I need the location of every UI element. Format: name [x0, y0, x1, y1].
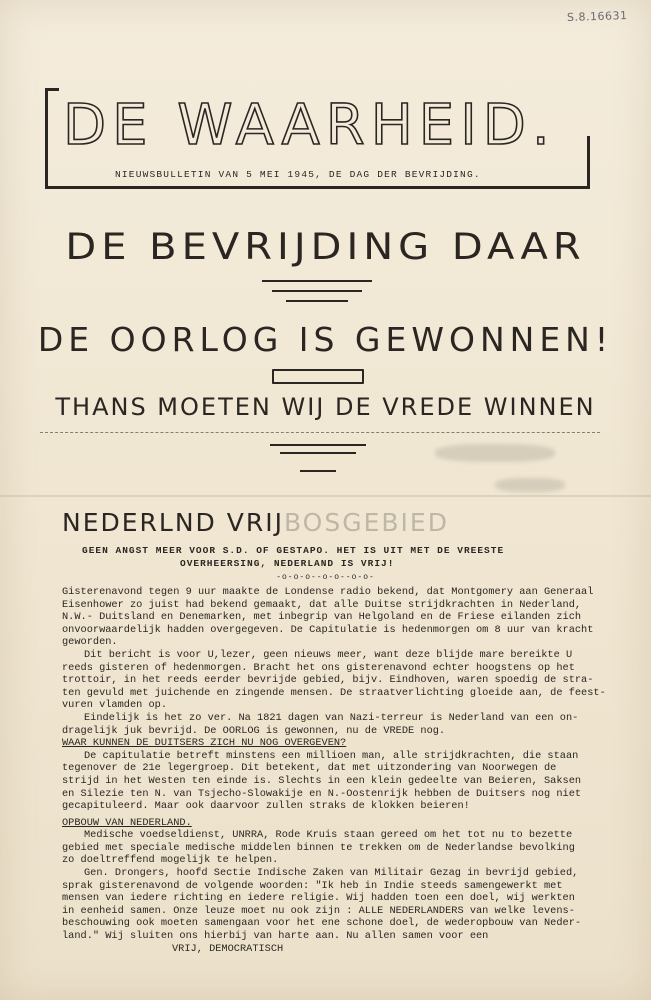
paragraph-capitulation — [62, 586, 622, 649]
text-line: sprak gisterenavond de volgende woorden: "Ik heb in Indie steeds samengewerkt met — [62, 879, 563, 892]
text-line: trottoir, in het reeds eerder bevrijde gebied, bijv. Eindhoven, waren spoedig de stra- — [62, 674, 594, 687]
masthead-frame-left — [45, 88, 48, 188]
text-line: gebied met speciale medische middelen binnen te trekken om de Nederlandse bevolking — [62, 841, 575, 854]
text-line: Gen. Drongers, hoofd Sectie Indische Zaken van Militair Gezag in bevrijd gebied, — [84, 867, 579, 880]
text-line: Eindelijk is het zo ver. Na 1821 dagen van Nazi-terreur is Nederland van een on- — [84, 711, 579, 724]
text-line: reeds gisteren of hedenmorgen. Bracht het ons gisterenavond echter hoogstens op het — [62, 661, 575, 674]
lead-line-2: OVERHEERSING, NEDERLAND IS VRIJ! — [180, 558, 395, 569]
archive-number: S.8.16631 — [566, 8, 628, 25]
masthead — [45, 88, 590, 196]
masthead-frame-right — [587, 136, 590, 189]
box-ornament — [272, 369, 364, 384]
ornament-line: -o-o-o--o-o--o-o- — [276, 573, 375, 582]
text-line: in eenheid samen. Onze leuze moet nu ook zijn : ALLE NEDERLANDERS van welke levens- — [62, 904, 575, 917]
text-line: strijd in het Westen ten einde is. Slechts in een klein gedeelte van Beieren, Saksen — [62, 774, 582, 787]
headline-bevrijding: DE BEVRIJDING DAAR — [65, 225, 586, 269]
text-line: N.W.- Duitsland en Denemarken, met inbegrip van Helgoland en de Friese eilanden zich — [62, 611, 582, 624]
text-line: en Silezie ten N. van Tsjecho-Slowakije en N.-Oostenrijk hebben de Duitsers nog niet — [62, 787, 582, 800]
headline-nederland-vrij-text: NEDERLND VRIJ — [62, 508, 284, 537]
text-line: beschouwing ook moeten samengaan voor het ene schone doel, de wederopbouw van Neder- — [62, 917, 582, 930]
masthead-subtitle: NIEUWSBULLETIN VAN 5 MEI 1945, DE DAG DER BEVRIJDING. — [115, 169, 481, 180]
dotted-divider — [40, 432, 600, 436]
masthead-frame-bottom — [45, 186, 590, 189]
text-line: gecapituleerd. Maar ook daarvoor zullen straks de klokken beieren! — [62, 800, 470, 813]
headline-vrede-winnen: THANS MOETEN WIJ DE VREDE WINNEN — [55, 393, 596, 421]
divider-rule — [262, 280, 372, 282]
text-line: Dit bericht is voor U,lezer, geen nieuws meer, want deze blijde mare bereikte U — [84, 648, 573, 661]
text-line: onvoorwaardelijk hadden overgegeven. De Capitulatie is hedenmorgen om 8 uur van kracht — [62, 623, 594, 636]
headline-faded-text: BOSGEBIED — [283, 508, 449, 537]
paper-fold — [0, 495, 651, 497]
divider-rule — [272, 290, 362, 292]
text-line: ten gevuld met juichende en zingende mensen. De straatverlichting gloeide aan, de feest- — [62, 686, 606, 699]
text-line: land." Wij sluiten ons hierbij van harte aan. Nu allen samen voor een — [62, 930, 489, 943]
divider-rule — [286, 300, 348, 302]
paragraph-rebuild — [62, 829, 622, 942]
paragraph-finally — [62, 712, 622, 737]
text-line: geworden. — [62, 636, 118, 649]
text-line: De capitulatie betreft minstens een millioen man, alle strijdkrachten, die staan — [84, 749, 579, 762]
text-line: Gisterenavond tegen 9 uur maakte de Londense radio bekend, dat Montgomery aan Generaal — [62, 586, 594, 598]
masthead-title: DE WAARHEID. — [63, 93, 556, 158]
text-line: vuren vlamden op. — [62, 699, 168, 712]
ink-smudge — [435, 444, 555, 462]
headline-oorlog-gewonnen: DE OORLOG IS GEWONNEN! — [37, 320, 614, 359]
text-line: zo doeltreffend mogelijk te helpen. — [62, 854, 279, 867]
divider-rule — [270, 444, 366, 446]
paragraph-news — [62, 649, 622, 712]
section-heading-surrender: WAAR KUNNEN DE DUITSERS ZICH NU NOG OVERGEVEN? — [62, 737, 347, 750]
paragraph-surrender — [62, 750, 622, 813]
headline-nederland-vrij — [62, 508, 482, 537]
article-body — [62, 586, 622, 955]
closing-line: VRIJ, DEMOCRATISCH — [172, 942, 284, 955]
lead-line-1: GEEN ANGST MEER VOOR S.D. OF GESTAPO. HET IS UIT MET DE VREESTE — [82, 545, 505, 556]
text-line: Eisenhower zo juist had bekend gemaakt, dat alle Duitse strijdkrachten in Nederland, — [62, 598, 582, 611]
text-line: Medische voedseldienst, UNRRA, Rode Kruis staan gereed om het tot nu to bezette — [84, 829, 573, 842]
text-line: tegenover de 21e legergroep. Dit betekent, dat met uitzondering van Noorwegen de — [62, 762, 557, 775]
text-line: mensen van iedere richting en iedere religie. Wij hadden toen een doel, wij werkten — [62, 892, 575, 905]
text-line: dragelijk juk bevrijd. De OORLOG is gewonnen, nu de VREDE nog. — [62, 724, 446, 737]
divider-rule — [300, 470, 336, 472]
divider-rule — [280, 452, 356, 454]
section-heading-rebuild: OPBOUW VAN NEDERLAND. — [62, 816, 192, 829]
ink-smudge — [495, 478, 565, 492]
